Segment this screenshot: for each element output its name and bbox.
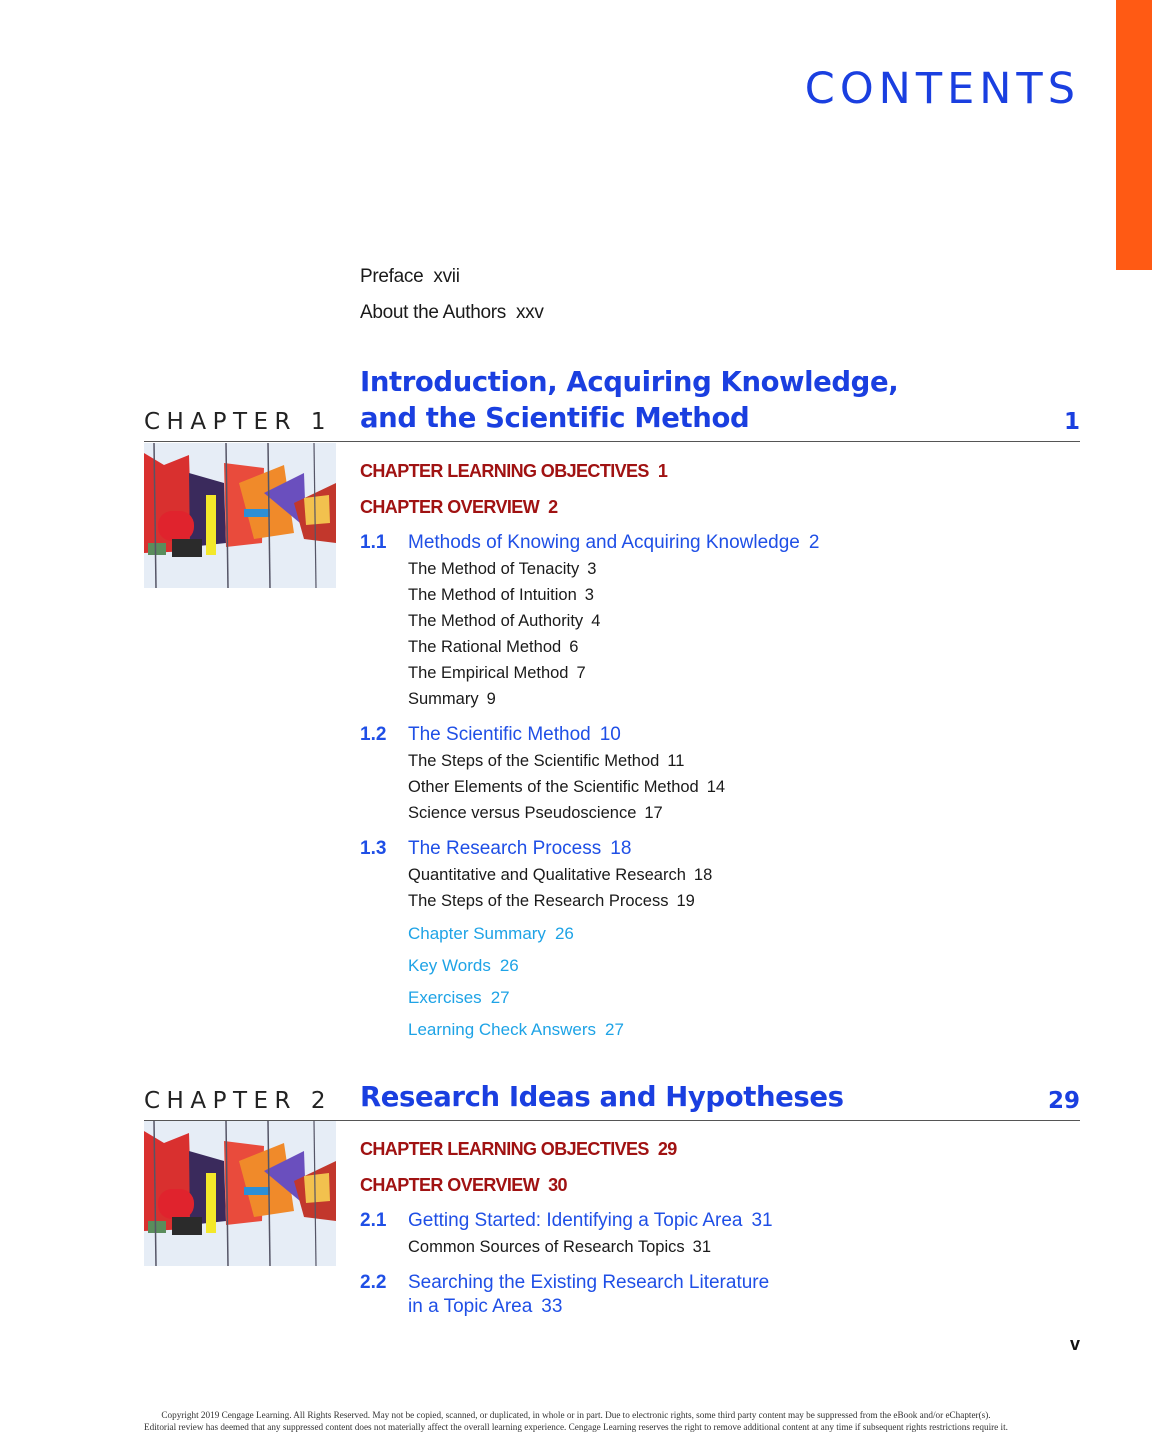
section-page: 33 [541,1296,563,1317]
orange-tab-marker [1116,0,1152,270]
section-title: Getting Started: Identifying a Topic Area [408,1210,743,1231]
subsection-title: The Method of Intuition [408,586,577,604]
subsection-entry[interactable] [408,866,712,885]
subsection-entry[interactable] [408,804,663,823]
entry-title: Learning Check Answers [408,1020,597,1039]
subsection-page: 17 [644,804,663,822]
chapter-page: 29 [1047,1088,1080,1114]
subsection-title: Common Sources of Research Topics [408,1238,685,1256]
chapter-title[interactable]: Research Ideas and Hypotheses [360,1081,844,1113]
entry-title: Preface [360,266,424,287]
chapter-summary-link[interactable] [408,924,574,944]
subsection-page: 19 [676,892,695,910]
entry-page: 2 [548,497,558,517]
toc-entry-about-authors[interactable] [360,302,544,324]
chapter-1-header [144,360,1080,442]
entry-title: CHAPTER OVERVIEW [360,1175,540,1195]
chapter-2-header [144,1072,1080,1121]
entry-page: 26 [499,956,519,975]
chapter-overview[interactable] [360,497,558,518]
subsection-entry[interactable] [408,752,684,771]
chapter-title-line-2: and the Scientific Method [360,402,750,434]
subsection-title: Other Elements of the Scientific Method [408,778,699,796]
subsection-page: 18 [693,866,713,884]
entry-title: About the Authors [360,302,506,323]
entry-title: CHAPTER LEARNING OBJECTIVES [360,1139,649,1159]
entry-title: CHAPTER OVERVIEW [360,497,540,517]
subsection-entry[interactable] [408,612,600,631]
subsection-entry[interactable] [408,1238,711,1257]
section-page: 31 [751,1210,773,1231]
chapter-1-artwork [144,443,336,588]
exercises-link[interactable] [408,988,510,1008]
subsection-title: Science versus Pseudoscience [408,804,637,822]
chapter-label: CHAPTER 1 [144,409,332,435]
chapter-page: 1 [1063,409,1080,435]
section-number: 1.1 [360,532,387,553]
subsection-entry[interactable] [408,664,586,683]
chapter-2-artwork [144,1121,336,1266]
subsection-title: Summary [408,690,479,708]
section-title: The Scientific Method [408,724,591,745]
subsection-page: 3 [587,560,597,578]
section-title: in a Topic Area [408,1296,533,1317]
subsection-entry[interactable] [408,638,578,657]
section-number: 2.2 [360,1272,387,1293]
chapter-learning-objectives[interactable] [360,461,667,482]
subsection-page: 3 [584,586,594,604]
entry-page: 27 [605,1020,624,1039]
subsection-page: 9 [486,690,496,708]
section-page: 2 [808,532,820,553]
chapter-label: CHAPTER 2 [144,1088,332,1114]
subsection-title: The Method of Authority [408,612,584,630]
subsection-title: The Steps of the Research Process [408,892,669,910]
section-page: 18 [610,838,632,859]
copyright-notice [60,1409,1092,1433]
entry-title: CHAPTER LEARNING OBJECTIVES [360,461,649,481]
entry-page: xxv [515,302,544,323]
entry-page: 30 [548,1175,567,1195]
subsection-page: 14 [706,778,726,796]
entry-page: 27 [490,988,510,1007]
entry-title: Chapter Summary [408,924,546,943]
page-title: CONTENTS [804,64,1080,114]
subsection-title: The Steps of the Scientific Method [408,752,660,770]
entry-title: Key Words [408,956,491,975]
section-title: The Research Process [408,838,602,859]
section-title: Searching the Existing Research Literature [408,1272,770,1293]
key-words-link[interactable] [408,956,519,976]
subsection-entry[interactable] [408,892,695,911]
entry-page: 29 [657,1139,677,1159]
subsection-title: The Rational Method [408,638,562,656]
section-number: 1.2 [360,724,387,745]
entry-page: 26 [554,924,574,943]
subsection-page: 7 [576,664,586,682]
section-number: 1.3 [360,838,387,859]
learning-check-answers-link[interactable] [408,1020,624,1040]
copyright-line: Editorial review has deemed that any suppressed content does not materially affect the overall learning experience. Cengage Learning reserves the right to remove additional content at any time if subsequent rights restrictions require it. [144,1422,1008,1432]
copyright-line: Copyright 2019 Cengage Learning. All Rights Reserved. May not be copied, scanned, or duplicated, in whole or in part. Due to electronic rights, some third party content may be suppressed from the eBook and/or eChapter(s). [161,1410,991,1420]
section-title: Methods of Knowing and Acquiring Knowledge [408,532,800,553]
entry-page: xvii [433,266,460,287]
chapter-learning-objectives[interactable] [360,1139,677,1160]
section-page: 10 [599,724,621,745]
page-number: v [1069,1334,1080,1354]
subsection-page: 31 [692,1238,712,1256]
subsection-title: The Empirical Method [408,664,569,682]
entry-page: 1 [657,461,668,481]
subsection-page: 4 [591,612,601,630]
chapter-title-line-1: Introduction, Acquiring Knowledge, [360,366,899,398]
subsection-page: 6 [569,638,579,656]
section-number: 2.1 [360,1210,387,1231]
subsection-entry[interactable] [408,586,594,605]
chapter-overview[interactable] [360,1175,567,1196]
subsection-page: 11 [667,752,685,770]
toc-entry-preface[interactable] [360,266,460,288]
subsection-title: Quantitative and Qualitative Research [408,866,686,884]
subsection-entry[interactable] [408,560,596,579]
subsection-entry[interactable] [408,690,496,709]
entry-title: Exercises [408,988,482,1007]
subsection-title: The Method of Tenacity [408,560,580,578]
section-entry-continued[interactable] [408,1296,562,1318]
chapter-title[interactable] [360,364,898,436]
subsection-entry[interactable] [408,778,725,797]
